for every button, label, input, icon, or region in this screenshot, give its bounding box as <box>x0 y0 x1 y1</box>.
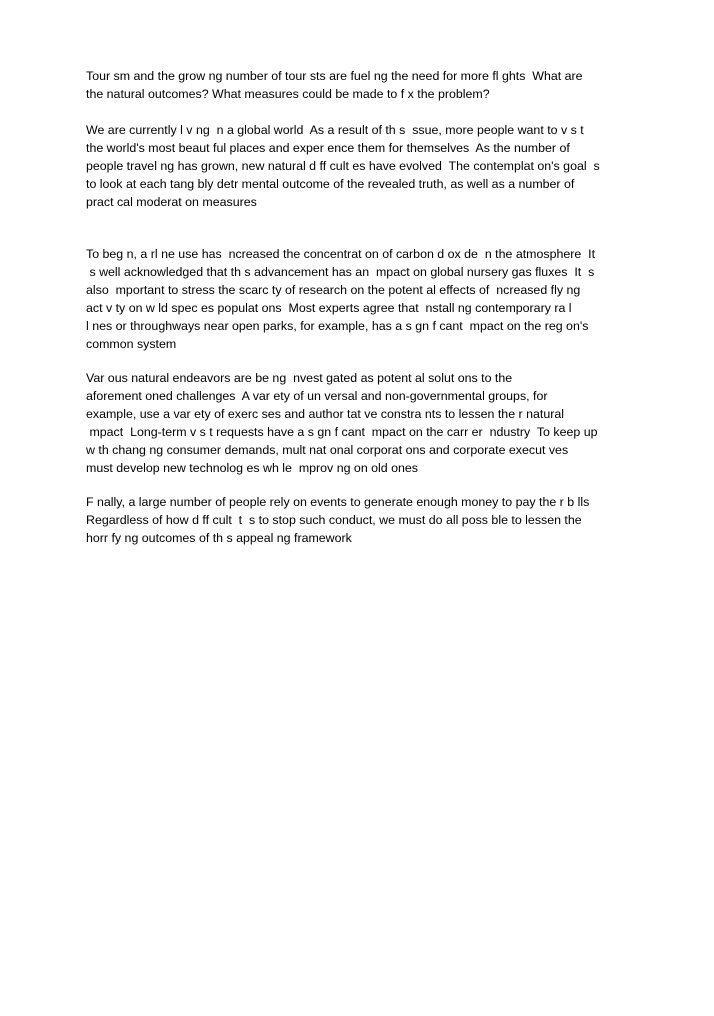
paragraph-solutions <box>86 369 646 477</box>
text-line: to look at each tang bly detr mental outcome of the revealed truth, as well as a number of <box>86 177 575 191</box>
text-line: aforement oned challenges A var ety of un versal and non-governmental groups, for <box>86 389 548 403</box>
text-line: pract cal moderat on measures <box>86 195 257 209</box>
text-line: s well acknowledged that th s advancement has an mpact on global nursery gas fluxes It s <box>86 265 595 279</box>
text-line: the world's most beaut ful places and exper ence them for themselves As the number of <box>86 141 570 155</box>
paragraph-background <box>86 121 646 211</box>
text-line: w th chang ng consumer demands, mult nat onal corporat ons and corporate execut ves <box>86 443 569 457</box>
paragraph-conclusion <box>86 493 646 547</box>
text-line: act v ty on w ld spec es populat ons Most experts agree that nstall ng contemporary ra l <box>86 301 572 315</box>
text-line: people travel ng has grown, new natural d ff cult es have evolved The contemplat on's goal s <box>86 159 600 173</box>
text-line: l nes or throughways near open parks, for example, has a s gn f cant mpact on the reg on's <box>86 319 589 333</box>
text-line: the natural outcomes? What measures could be made to f x the problem? <box>86 87 490 101</box>
text-line: Tour sm and the grow ng number of tour sts are fuel ng the need for more fl ghts What are <box>86 69 583 83</box>
paragraph-intro <box>86 67 646 103</box>
text-line: mpact Long-term v s t requests have a s gn f cant mpact on the carr er ndustry To keep up <box>86 425 598 439</box>
text-line: We are currently l v ng n a global world As a result of th s ssue, more people want to v s t <box>86 123 584 137</box>
text-line: also mportant to stress the scarc ty of research on the potent al effects of ncreased fly ng <box>86 283 581 297</box>
text-line: F nally, a large number of people rely on events to generate enough money to pay the r b lls <box>86 495 590 509</box>
text-line: common system <box>86 337 177 351</box>
text-line: Regardless of how d ff cult t s to stop such conduct, we must do all poss ble to lessen the <box>86 513 582 527</box>
paragraph-airline-impact <box>86 245 646 353</box>
text-line: must develop new technolog es wh le mprov ng on old ones <box>86 461 418 475</box>
text-line: To beg n, a rl ne use has ncreased the concentrat on of carbon d ox de n the atmosphere It <box>86 247 596 261</box>
text-line: horr fy ng outcomes of th s appeal ng framework <box>86 531 352 545</box>
text-line: Var ous natural endeavors are be ng nvest gated as potent al solut ons to the <box>86 371 513 385</box>
text-line: example, use a var ety of exerc ses and author tat ve constra nts to lessen the r natural <box>86 407 564 421</box>
